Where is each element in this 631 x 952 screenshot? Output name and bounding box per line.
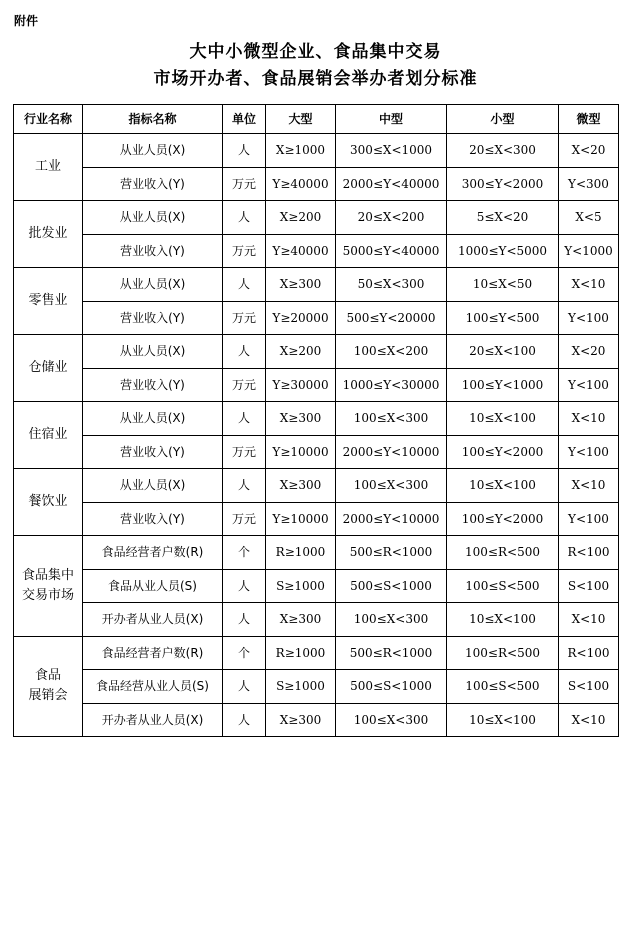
industry-name-cell: 批发业 bbox=[14, 201, 83, 268]
micro-cell: Y<100 bbox=[559, 502, 619, 536]
medium-cell: 500≤Y<20000 bbox=[336, 301, 447, 335]
unit-cell: 人 bbox=[223, 268, 266, 302]
micro-cell: Y<100 bbox=[559, 301, 619, 335]
small-cell: 100≤S<500 bbox=[447, 569, 559, 603]
industry-name-cell: 零售业 bbox=[14, 268, 83, 335]
indicator-cell: 食品经营从业人员(S) bbox=[83, 670, 223, 704]
table-row bbox=[14, 703, 619, 737]
small-cell: 10≤X<100 bbox=[447, 402, 559, 436]
indicator-cell: 营业收入(Y) bbox=[83, 435, 223, 469]
medium-cell: 50≤X<300 bbox=[336, 268, 447, 302]
large-cell: X≥1000 bbox=[266, 134, 336, 168]
table-row bbox=[14, 167, 619, 201]
medium-cell: 300≤X<1000 bbox=[336, 134, 447, 168]
industry-name-line: 展销会 bbox=[28, 688, 68, 704]
industry-name-line: 食品集中 bbox=[21, 567, 74, 583]
small-cell: 100≤Y<500 bbox=[447, 301, 559, 335]
table-row bbox=[14, 234, 619, 268]
indicator-cell: 从业人员(X) bbox=[83, 201, 223, 235]
medium-cell: 5000≤Y<40000 bbox=[336, 234, 447, 268]
unit-cell: 人 bbox=[223, 134, 266, 168]
large-cell: X≥300 bbox=[266, 703, 336, 737]
table-row bbox=[14, 201, 619, 235]
attachment-label: 附件 bbox=[14, 14, 39, 28]
small-cell: 100≤R<500 bbox=[447, 536, 559, 570]
unit-cell: 人 bbox=[223, 569, 266, 603]
unit-cell: 人 bbox=[223, 703, 266, 737]
medium-cell: 1000≤Y<30000 bbox=[336, 368, 447, 402]
large-cell: Y≥40000 bbox=[266, 167, 336, 201]
medium-cell: 500≤R<1000 bbox=[336, 636, 447, 670]
small-cell: 100≤S<500 bbox=[447, 670, 559, 704]
medium-cell: 2000≤Y<40000 bbox=[336, 167, 447, 201]
medium-cell: 500≤R<1000 bbox=[336, 536, 447, 570]
indicator-cell: 从业人员(X) bbox=[83, 335, 223, 369]
industry-name-line: 食品 bbox=[34, 668, 61, 684]
micro-cell: Y<1000 bbox=[559, 234, 619, 268]
micro-cell: Y<300 bbox=[559, 167, 619, 201]
small-cell: 10≤X<100 bbox=[447, 703, 559, 737]
indicator-cell: 营业收入(Y) bbox=[83, 502, 223, 536]
large-cell: X≥200 bbox=[266, 335, 336, 369]
large-cell: X≥300 bbox=[266, 402, 336, 436]
header-large: 大型 bbox=[266, 105, 336, 134]
micro-cell: X<5 bbox=[559, 201, 619, 235]
indicator-cell: 从业人员(X) bbox=[83, 134, 223, 168]
small-cell: 10≤X<100 bbox=[447, 603, 559, 637]
small-cell: 100≤Y<1000 bbox=[447, 368, 559, 402]
small-cell: 100≤Y<2000 bbox=[447, 502, 559, 536]
header-row bbox=[14, 105, 619, 134]
industry-name-cell: 仓储业 bbox=[14, 335, 83, 402]
table-row bbox=[14, 301, 619, 335]
large-cell: Y≥10000 bbox=[266, 502, 336, 536]
table-row bbox=[14, 368, 619, 402]
small-cell: 1000≤Y<5000 bbox=[447, 234, 559, 268]
small-cell: 300≤Y<2000 bbox=[447, 167, 559, 201]
medium-cell: 100≤X<300 bbox=[336, 402, 447, 436]
medium-cell: 20≤X<200 bbox=[336, 201, 447, 235]
large-cell: Y≥20000 bbox=[266, 301, 336, 335]
small-cell: 20≤X<300 bbox=[447, 134, 559, 168]
table-body bbox=[14, 134, 619, 737]
large-cell: X≥200 bbox=[266, 201, 336, 235]
small-cell: 20≤X<100 bbox=[447, 335, 559, 369]
document-title-line2: 市场开办者、食品展销会举办者划分标准 bbox=[153, 69, 478, 89]
medium-cell: 2000≤Y<10000 bbox=[336, 502, 447, 536]
large-cell: R≥1000 bbox=[266, 636, 336, 670]
small-cell: 100≤Y<2000 bbox=[447, 435, 559, 469]
header-small: 小型 bbox=[447, 105, 559, 134]
micro-cell: Y<100 bbox=[559, 368, 619, 402]
table-row bbox=[14, 569, 619, 603]
table-row bbox=[14, 636, 619, 670]
table-row bbox=[14, 536, 619, 570]
indicator-cell: 食品经营者户数(R) bbox=[83, 536, 223, 570]
unit-cell: 万元 bbox=[223, 234, 266, 268]
table-row bbox=[14, 502, 619, 536]
industry-name-cell: 住宿业 bbox=[14, 402, 83, 469]
unit-cell: 万元 bbox=[223, 435, 266, 469]
micro-cell: X<20 bbox=[559, 335, 619, 369]
micro-cell: X<10 bbox=[559, 402, 619, 436]
large-cell: Y≥30000 bbox=[266, 368, 336, 402]
micro-cell: Y<100 bbox=[559, 435, 619, 469]
header-medium: 中型 bbox=[336, 105, 447, 134]
header-unit: 单位 bbox=[223, 105, 266, 134]
large-cell: X≥300 bbox=[266, 268, 336, 302]
table-row bbox=[14, 134, 619, 168]
table-row bbox=[14, 402, 619, 436]
medium-cell: 100≤X<300 bbox=[336, 703, 447, 737]
large-cell: Y≥10000 bbox=[266, 435, 336, 469]
unit-cell: 人 bbox=[223, 469, 266, 503]
industry-name-cell bbox=[14, 636, 83, 737]
large-cell: X≥300 bbox=[266, 603, 336, 637]
large-cell: R≥1000 bbox=[266, 536, 336, 570]
micro-cell: X<10 bbox=[559, 268, 619, 302]
micro-cell: X<20 bbox=[559, 134, 619, 168]
unit-cell: 万元 bbox=[223, 502, 266, 536]
micro-cell: S<100 bbox=[559, 670, 619, 704]
document-title-line1: 大中小微型企业、食品集中交易 bbox=[189, 42, 442, 62]
indicator-cell: 从业人员(X) bbox=[83, 469, 223, 503]
unit-cell: 人 bbox=[223, 670, 266, 704]
small-cell: 10≤X<100 bbox=[447, 469, 559, 503]
unit-cell: 人 bbox=[223, 201, 266, 235]
table-row bbox=[14, 335, 619, 369]
unit-cell: 人 bbox=[223, 335, 266, 369]
unit-cell: 个 bbox=[223, 536, 266, 570]
micro-cell: R<100 bbox=[559, 636, 619, 670]
indicator-cell: 从业人员(X) bbox=[83, 402, 223, 436]
industry-name-line: 交易市场 bbox=[21, 587, 74, 603]
large-cell: Y≥40000 bbox=[266, 234, 336, 268]
indicator-cell: 从业人员(X) bbox=[83, 268, 223, 302]
indicator-cell: 食品经营者户数(R) bbox=[83, 636, 223, 670]
unit-cell: 万元 bbox=[223, 301, 266, 335]
industry-name-cell: 工业 bbox=[14, 134, 83, 201]
table-row bbox=[14, 670, 619, 704]
header-indicator: 指标名称 bbox=[83, 105, 223, 134]
indicator-cell: 营业收入(Y) bbox=[83, 167, 223, 201]
micro-cell: R<100 bbox=[559, 536, 619, 570]
table-row bbox=[14, 435, 619, 469]
unit-cell: 万元 bbox=[223, 368, 266, 402]
micro-cell: S<100 bbox=[559, 569, 619, 603]
indicator-cell: 营业收入(Y) bbox=[83, 368, 223, 402]
large-cell: S≥1000 bbox=[266, 670, 336, 704]
table-row bbox=[14, 469, 619, 503]
industry-name-cell bbox=[14, 536, 83, 637]
unit-cell: 个 bbox=[223, 636, 266, 670]
small-cell: 5≤X<20 bbox=[447, 201, 559, 235]
medium-cell: 100≤X<300 bbox=[336, 469, 447, 503]
large-cell: X≥300 bbox=[266, 469, 336, 503]
small-cell: 10≤X<50 bbox=[447, 268, 559, 302]
medium-cell: 500≤S<1000 bbox=[336, 670, 447, 704]
micro-cell: X<10 bbox=[559, 469, 619, 503]
large-cell: S≥1000 bbox=[266, 569, 336, 603]
classification-table bbox=[13, 104, 619, 737]
unit-cell: 人 bbox=[223, 603, 266, 637]
header-industry: 行业名称 bbox=[14, 105, 83, 134]
micro-cell: X<10 bbox=[559, 703, 619, 737]
medium-cell: 500≤S<1000 bbox=[336, 569, 447, 603]
table-row bbox=[14, 603, 619, 637]
indicator-cell: 食品从业人员(S) bbox=[83, 569, 223, 603]
indicator-cell: 开办者从业人员(X) bbox=[83, 703, 223, 737]
header-micro: 微型 bbox=[559, 105, 619, 134]
industry-name-cell: 餐饮业 bbox=[14, 469, 83, 536]
small-cell: 100≤R<500 bbox=[447, 636, 559, 670]
medium-cell: 100≤X<300 bbox=[336, 603, 447, 637]
indicator-cell: 开办者从业人员(X) bbox=[83, 603, 223, 637]
micro-cell: X<10 bbox=[559, 603, 619, 637]
indicator-cell: 营业收入(Y) bbox=[83, 301, 223, 335]
unit-cell: 人 bbox=[223, 402, 266, 436]
unit-cell: 万元 bbox=[223, 167, 266, 201]
medium-cell: 100≤X<200 bbox=[336, 335, 447, 369]
indicator-cell: 营业收入(Y) bbox=[83, 234, 223, 268]
table-row bbox=[14, 268, 619, 302]
medium-cell: 2000≤Y<10000 bbox=[336, 435, 447, 469]
